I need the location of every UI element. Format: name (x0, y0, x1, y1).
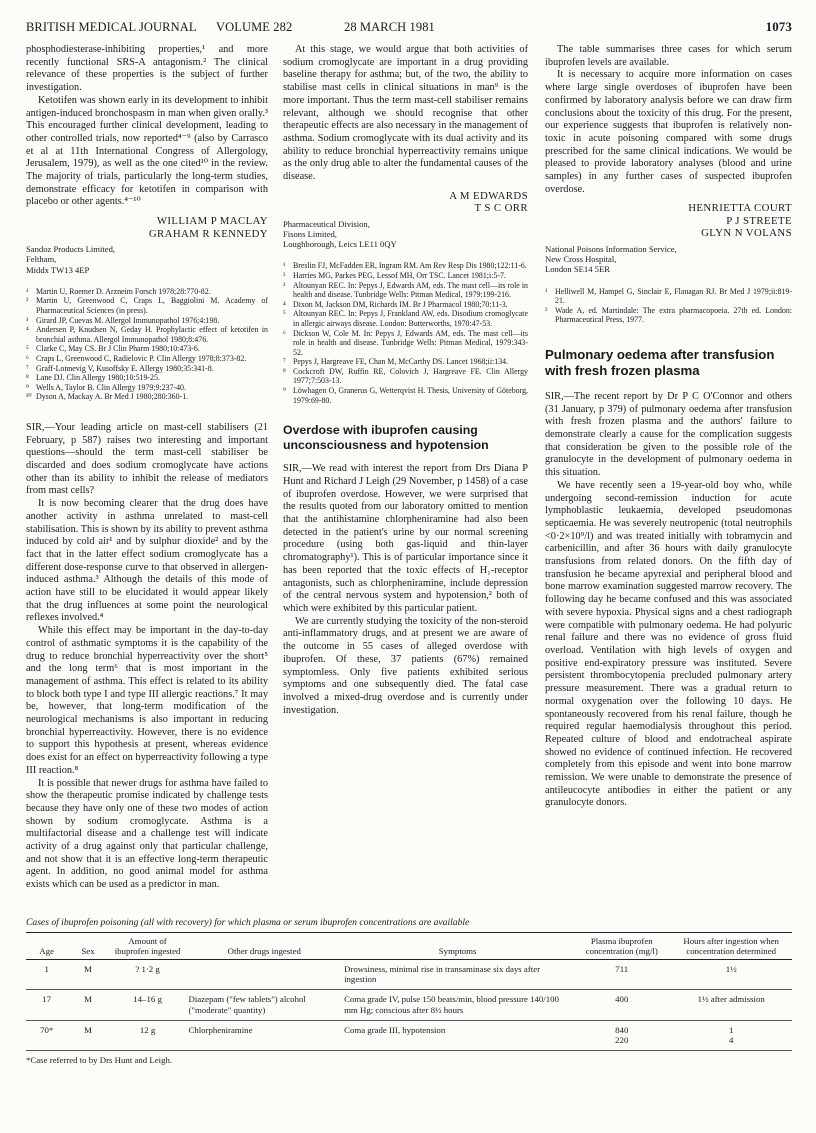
address-line: Feltham, (26, 254, 57, 265)
author-address (283, 219, 528, 250)
reference (283, 271, 528, 281)
column-header: Sex (67, 932, 108, 959)
table-cell: 1½ after admission (670, 990, 792, 1020)
reference (26, 373, 268, 383)
author-address (26, 244, 268, 275)
paragraph: We have recently seen a 19-year-old boy who, while undergoing second-remission induction for acute lymphoblastic leukaemia, developed pseudomonas septicaemia. He was severely neutropenic (total neutrophils <0·2×10⁹/l) and was treated initially with tobramycin and carbenicillin, and after 36 hours with daily granulocyte transfusions from related donors. On the fifth day of transfusion he became apyrexial and peripheral blood and bone marrow examination suggested marrow recovery. The following day he became confused and this was associated with severe hypoxia. Physical signs and a chest radiograph were compatible with pulmonary oedema. He had polyuric renal failure and there was no evidence of gross fluid overload. Ventilation with high levels of oxygen and positive end-expiratory pressure was instituted. Severe persistent thrombocytopenia precluded pulmonary artery pressure measurement. There was a gradual return to normal oxygenation over the following 10 days. He spontaneously recovered from his renal failure, though he required regular haemodialysis throughout this period. Repeated culture of blood and endotracheal aspirate showed no evidence of continued infection. He recovered completely from this episode and went into bone marrow remission. We were unable to demonstrate the presence of antileucocyte antibodies in either the patient or any granulocyte donors. (545, 479, 792, 809)
ref-number: ⁸ (283, 366, 286, 376)
ref-text: Cockcroft DW, Ruffin RE, Colovich J, Hargreave FE. Clin Allergy 1977;7:503-13. (293, 366, 528, 386)
author-name: A M EDWARDS (449, 189, 528, 202)
reference (26, 344, 268, 354)
column-header: Age (26, 932, 67, 959)
ref-text: Harries MG, Parkes PEG, Lessof MH, Orr TSC. Lancet 1981;i:5-7. (293, 270, 506, 280)
table-header-row (26, 932, 792, 959)
table-cell: 1½ (670, 959, 792, 989)
ref-number: ⁷ (26, 363, 29, 373)
reference (283, 357, 528, 367)
table-cell: 400 (573, 990, 670, 1020)
author-name: GRAHAM R KENNEDY (148, 227, 268, 240)
address-line: Sandoz Products Limited, (26, 244, 116, 255)
table-cell: Chlorpheniramine (186, 1020, 342, 1050)
address-line: Pharmaceutical Division, (283, 218, 370, 229)
ref-text: Lane DJ. Clin Allergy 1980;10:519-25. (36, 373, 160, 383)
ref-text: Breslin FJ, McFadden ER, Ingram RM. Am Rev Resp Dis 1980;122:11-6. (293, 261, 527, 271)
ref-text: Pepys J, Hargreave FE, Chan M, McCarthy DS. Lancet 1968;ii:134. (293, 357, 509, 367)
reference (26, 296, 268, 315)
letter-opening: SIR,—The recent report by Dr P C O'Connor and others (31 January, p 379) of pulmonary oedema after transfusion with fresh frozen plasma and the authors' failure to demonstrate clearly a cause for the complication suggests that consideration be given to the possible role of the granulocyte in the development of pulmonary oedema in this situation. (545, 390, 792, 479)
ref-number: ⁴ (26, 325, 29, 335)
letter-opening: SIR,—Your leading article on mast-cell stabilisers (21 February, p 587) raises two interesting and important questions—should the term mast-cell stabiliser be discarded and does sodium cromoglycate have actions other than its ability to inhibit the release of mediators from mast cells? (26, 421, 268, 497)
address-line: National Poisons Information Service, (545, 243, 677, 254)
article-title: Pulmonary oedema after transfusion with fresh frozen plasma (545, 346, 775, 378)
table-cell (186, 959, 342, 989)
reference (26, 316, 268, 326)
ref-number: ¹⁰ (26, 392, 32, 402)
ref-text: Martin U, Roemer D. Arzneim Forsch 1978;28:770-82. (36, 286, 211, 296)
ref-number: ¹ (26, 286, 29, 296)
ref-number: ⁸ (26, 373, 29, 383)
ibuprofen-cases-table (26, 932, 792, 1052)
ref-text: Graff-Lonnevig V, Kusoffsky E. Allergy 1980;35:341-8. (36, 363, 214, 373)
table-cell: 17 (26, 990, 67, 1020)
signature-block (283, 190, 528, 215)
ref-number: ¹ (545, 286, 548, 296)
ref-text: Helliwell M, Hampel G, Sinclair E, Flanagan RJ. Br Med J 1979;ii:819-21. (555, 286, 792, 306)
journal-volume: BRITISH MEDICAL JOURNAL VOLUME 282 (26, 20, 293, 34)
ibuprofen-cases-table-block (26, 917, 792, 1065)
author-name: T S C ORR (474, 202, 528, 215)
ref-number: ³ (283, 280, 286, 290)
table-cell: 12 g (109, 1020, 187, 1050)
reference (26, 287, 268, 297)
reference (545, 306, 792, 325)
reference (283, 261, 528, 271)
reference (26, 383, 268, 393)
reference (26, 354, 268, 364)
address-line: New Cross Hospital, (545, 254, 617, 265)
table-cell: M (67, 1020, 108, 1050)
paragraph: It is possible that newer drugs for asthma have failed to show the therapeutic promise indicated by challenge tests because they have only one of these two modes of action shown by sodium cromoglycate. Asthma is a multifactorial disease and a challenge test will indicate activity of a drug against only that particular challenge, and not show that it is an effective long-term therapeutic agent. In addition, no good animal model for asthma exists which can be used as a predictor in man. (26, 777, 268, 891)
ref-number: ² (545, 305, 548, 315)
reference (283, 281, 528, 300)
column-header: Amount of ibuprofen ingested (109, 932, 187, 959)
author-name: HENRIETTA COURT (688, 202, 792, 215)
paragraph: We are currently studying the toxicity of the non-steroid anti-inflammatory drugs, and at present we are aware of the outcome in 55 cases of alleged overdose with ibuprofen. Of these, 37 patients (67%) remained symptomless. Only five patients exhibited serious symptoms and one subsequently died. The fatal case involved a mixed-drug overdose and is currently under investigation. (283, 615, 528, 716)
address-line: London SE14 5ER (545, 264, 610, 275)
table-cell: Coma grade IV, pulse 150 beats/min, blood pressure 140/100 mm Hg; conscious after 8½ hours (342, 990, 573, 1020)
ref-text: Wells A, Taylor B. Clin Allergy 1979;9:237-40. (36, 382, 186, 392)
paragraph: At this stage, we would argue that both activities of sodium cromoglycate are important in a drug providing baseline therapy for asthma; but, of the two, the ability to stabilise mast cells in clinical situations in man⁹ is the more important. Thus the term mast-cell stabiliser remains relevant, although we should recognise that other therapeutic effects are also necessary in the management of asthma. Sodium cromoglycate with its dual activity and its ability to reduce bronchial hyperreactivity remains unique as the only drug able to alter the fundamental causes of the disease. (283, 44, 528, 183)
table-row (26, 959, 792, 989)
reference-list (283, 261, 528, 405)
ref-number: ⁶ (283, 328, 286, 338)
table-cell: 1 4 (670, 1020, 792, 1050)
ref-text: Martin U, Greenwood C, Craps L, Baggiolini M. Academy of Pharmaceutical Sciences (in press). (36, 296, 268, 315)
ref-number: ⁴ (283, 299, 286, 309)
table-row (26, 1020, 792, 1050)
article-title: Overdose with ibuprofen causing unconsciousness and hypotension (283, 423, 489, 453)
paragraph: While this effect may be important in the day-to-day control of asthmatic symptoms it is the capability of the drug to reduce bronchial hyperreactivity over the short⁵ and the long term⁶ that is most important in the management of asthma. This effect is related to its ability to block both type I and type III allergic reactions.⁷ It may be, however, that long-term modification of the neurological mechanisms is also important in reducing bronchial hyperreactivity. However, there is no evidence to support this hypothesis at present, whereas evidence does exist for an effect on hyperreactivity following a type III reaction.⁸ (26, 625, 268, 776)
reference (283, 386, 528, 405)
ref-text: Andersen P, Knudsen N, Geday H. Prophylactic effect of ketotifen in bronchial asthma. Allergol Immunopathol 1980;8:476. (36, 325, 268, 344)
table-row (26, 990, 792, 1020)
paragraph: phosphodiesterase-inhibiting properties,¹ and more recently functional SRS-A antagonism.² The clinical relevance of these properties is the subject of further investigation. (26, 44, 268, 94)
ref-text: Clarke C, May CS. Br J Clin Pharm 1980;10:473-6. (36, 344, 200, 354)
ref-text: Altounyan REC. In: Pepys J, Edwards AM, eds. The mast cell—its role in health and disease. Tunbridge Wells: Pitman Medical, 1979:199-216. (293, 280, 528, 300)
ref-text: Altounyan REC. In: Pepys J, Frankland AW, eds. Disodium cromoglycate in allergic airways disease. London: Butterworths, 1970:47-53. (293, 309, 528, 328)
author-name: P J STREETE (726, 214, 792, 227)
table-cell: Drowsiness, minimal rise in transaminase six days after ingestion (342, 959, 573, 989)
ref-number: ⁵ (26, 344, 29, 354)
ref-number: ⁶ (26, 353, 29, 363)
table-cell: 711 (573, 959, 670, 989)
reference-list (26, 287, 268, 402)
ref-text: Dixon M, Jackson DM, Richards IM. Br J Pharmacol 1980;70:11-3. (293, 299, 508, 309)
table-cell: M (67, 959, 108, 989)
page-number: 1073 (765, 19, 792, 34)
ref-text: Girard JP, Cuevas M. Allergol Immunopathol 1976;4:198. (36, 315, 220, 325)
table-cell: ? 1·2 g (109, 959, 187, 989)
table-cell: Diazepam ("few tablets") alcohol ("moderate" quantity) (186, 990, 342, 1020)
ref-number: ⁷ (283, 357, 286, 367)
column-1 (26, 44, 268, 892)
ref-number: ² (283, 270, 286, 280)
author-address (545, 244, 792, 275)
address-line: Middx TW13 4EP (26, 264, 90, 275)
table-cell: Coma grade III, hypotension (342, 1020, 573, 1050)
column-header: Other drugs ingested (186, 932, 342, 959)
table-cell: 70* (26, 1020, 67, 1050)
author-name: GLYN N VOLANS (701, 227, 792, 240)
signature-block (26, 215, 268, 240)
column-header: Symptoms (342, 932, 573, 959)
ref-text: Dyson A, Mackay A. Br Med J 1980;280:360-1. (36, 392, 189, 402)
letter-opening: SIR,—We read with interest the report from Drs Diana P Hunt and Richard J Leigh (29 November, p 1458) of a case of ibuprofen overdose. However, we were surprised that the results quoted from our laboratory omitted to mention that the antihistamine chlorpheniramine had also been detected in the patient's urine by our normal screening procedure (using both gas-liquid and thin-layer chromatography¹). This is of particular importance since it has been reported that the toxic effects of H₁-receptor antagonists, such as chlorpheniramine, include depression of the central nervous system and hypotension,² both of which were exhibited by this particular patient. (283, 463, 528, 614)
column-3 (545, 44, 792, 810)
reference (26, 392, 268, 402)
column-header: Hours after ingestion when concentration determined (670, 932, 792, 959)
reference-list (545, 287, 792, 325)
reference (545, 287, 792, 306)
address-line: Fisons Limited, (283, 228, 337, 239)
reference (26, 325, 268, 344)
table-caption: Cases of ibuprofen poisoning (all with recovery) for which plasma or serum ibuprofen concentrations are available (26, 917, 470, 928)
ref-text: Dickson W, Cole M. In: Pepys J, Edwards AM, eds. The mast cell—its role in health and disease. Tunbridge Wells: Pitman Medical, 1979:343-52. (293, 328, 528, 357)
signature-block (545, 202, 792, 240)
ref-number: ⁹ (283, 386, 286, 396)
ref-number: ³ (26, 315, 29, 325)
reference (26, 364, 268, 374)
ref-number: ⁵ (283, 309, 286, 319)
ref-number: ² (26, 296, 29, 306)
paragraph: It is necessary to acquire more information on cases where large single overdoses of ibuprofen have been confirmed by laboratory analysis before we can draw firm conclusions about the toxicity of this drug. For the present, our experience suggests that ibuprofen is relatively non-toxic in acute poisoning compared with some drugs prescribed for the same clinical indications. We would be pleased to provide laboratory analyses (blood and urine samples) in any further cases of suspected ibuprofen overdose. (545, 69, 792, 195)
author-name: WILLIAM P MACLAY (156, 215, 268, 228)
ref-text: Craps L, Greenwood C, Radielovic P. Clin Allergy 1978;8:373-82. (36, 353, 247, 363)
column-2 (283, 44, 528, 717)
reference (283, 329, 528, 358)
ref-number: ⁹ (26, 382, 29, 392)
table-cell: M (67, 990, 108, 1020)
table-cell: 1 (26, 959, 67, 989)
table-cell: 840 220 (573, 1020, 670, 1050)
table-cell: 14–16 g (109, 990, 187, 1020)
ref-text: Löwhagen O, Granerus G, Wetterqvist H. Thesis, University of Göteborg, 1979:69-80. (293, 386, 528, 405)
table-footnote: *Case referred to by Drs Hunt and Leigh. (26, 1055, 173, 1066)
reference (283, 300, 528, 310)
running-header (26, 20, 792, 38)
ref-text: Wade A, ed. Martindale: The extra pharmacopoeia. 27th ed. London: Pharmaceutical Press, 1977. (555, 305, 792, 325)
ref-number: ¹ (283, 261, 286, 271)
reference (283, 309, 528, 328)
paragraph: Ketotifen was shown early in its development to inhibit antigen-induced bronchospasm in man when given orally.³ This encouraged further clinical development, leading to other controlled trials, now reported⁴⁻⁹ (also by Carrasco et al at 11th International Congress of Allergology, Jerusalem, 1979), as well as the one cited¹⁰ in the review. The majority of trials, particularly the long-term studies, demonstrate efficacy for ketotifen in comparison with placebo or other agents.⁴⁻¹⁰ (26, 94, 268, 208)
column-header: Plasma ibuprofen concentration (mg/l) (573, 932, 670, 959)
reference (283, 367, 528, 386)
address-line: Loughborough, Leics LE11 0QY (283, 239, 397, 250)
paragraph: It is now becoming clearer that the drug does have another activity in asthma unrelated to mast-cell stabilisation. This is shown by its ability to prevent asthma induced by cold air¹ and by sulphur dioxide² and by the fact that in the latter effect sodium cromoglycate has a different dose-response curve to that observed in allergen-induced asthma.³ Although the details of this mode of action have still to be elucidated it would appear likely that the drug influences at some point the neurological reflexes involved.⁴ (26, 498, 268, 624)
paragraph: The table summarises three cases for which serum ibuprofen levels are available. (545, 44, 792, 68)
issue-date: 28 MARCH 1981 (344, 20, 435, 34)
